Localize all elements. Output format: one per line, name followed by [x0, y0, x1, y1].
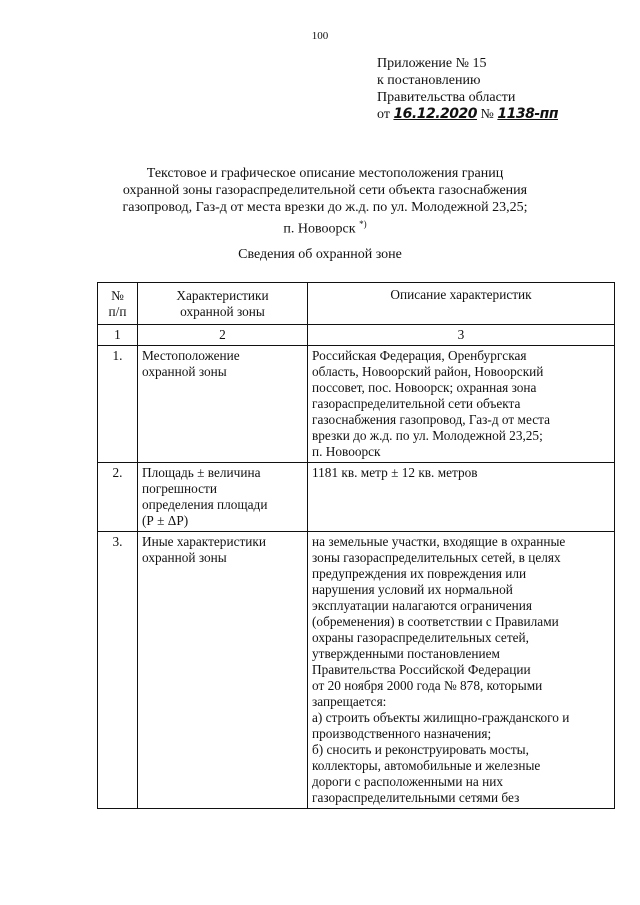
handwritten-number: 1138-пп — [497, 106, 558, 122]
text-line: газоснабжения газопровод, Газ-д от места — [312, 412, 550, 427]
column-number: 3 — [308, 325, 615, 346]
text-line: от 20 ноября 2000 года № 878, которыми — [312, 678, 543, 693]
column-number: 1 — [98, 325, 138, 346]
text-line: охранной зоны — [142, 550, 227, 565]
header-description: Описание характеристик — [308, 283, 615, 325]
table-row — [98, 532, 615, 809]
table-header-row — [98, 283, 615, 325]
text-line: (Р ± ΔР) — [142, 513, 189, 528]
text-line: запрещается: — [312, 694, 387, 709]
section-heading: Сведения об охранной зоне — [238, 247, 402, 262]
header-number — [98, 283, 138, 325]
text-line: врезки до ж.д. по ул. Молодежной 23,25; — [312, 428, 543, 443]
text-line: охраны газораспределительных сетей, — [312, 630, 529, 645]
footnote-mark: *) — [359, 219, 367, 229]
title-line-2: охранной зоны газораспределительной сети объекта газоснабжения — [122, 183, 528, 198]
text-line: Местоположение — [142, 348, 240, 363]
appendix-line-3: Правительства области — [377, 90, 516, 105]
text-line: б) сносить и реконструировать мосты, — [312, 742, 529, 757]
row-description — [308, 532, 615, 809]
text-line: (обременения) в соответствии с Правилами — [312, 614, 559, 629]
row-number: 2. — [98, 463, 138, 532]
header-number-line-2: п/п — [108, 304, 127, 319]
text-line: дороги с расположенными на них — [312, 774, 503, 789]
appendix-block — [377, 55, 558, 123]
zone-table — [97, 282, 615, 809]
header-characteristic-line-2: охранной зоны — [180, 304, 265, 319]
text-line: коллекторы, автомобильные и железные — [312, 758, 541, 773]
text-line: газораспределительными сетями без — [312, 790, 520, 805]
title-place: п. Новоорск — [283, 221, 356, 237]
text-line: охранной зоны — [142, 364, 227, 379]
text-line: на земельные участки, входящие в охранные — [312, 534, 566, 549]
row-number: 1. — [98, 346, 138, 463]
row-characteristic — [138, 346, 308, 463]
row-characteristic — [138, 532, 308, 809]
text-line: поссовет, пос. Новоорск; охранная зона — [312, 380, 537, 395]
row-number: 3. — [98, 532, 138, 809]
text-line: нарушения условий их нормальной — [312, 582, 513, 597]
appendix-line-1: Приложение № 15 — [377, 56, 487, 71]
date-prefix: от — [377, 107, 390, 122]
table-row — [98, 346, 615, 463]
text-line: 1181 кв. метр ± 12 кв. метров — [312, 465, 478, 480]
text-line: область, Новоорский район, Новоорский — [312, 364, 544, 379]
text-line: Российская Федерация, Оренбургская — [312, 348, 527, 363]
page-number: 100 — [311, 30, 329, 42]
text-line: утвержденными постановлением — [312, 646, 500, 661]
text-line: эксплуатации налагаются ограничения — [312, 598, 532, 613]
title-line-4 — [90, 216, 560, 238]
column-number-row — [98, 325, 615, 346]
row-description — [308, 463, 615, 532]
number-sign: № — [480, 107, 494, 122]
row-characteristic — [138, 463, 308, 532]
title-line-3: газопровод, Газ-д от места врезки до ж.д. по ул. Молодежной 23,25; — [122, 200, 528, 215]
text-line: п. Новоорск — [312, 444, 381, 459]
text-line: а) строить объекты жилищно-гражданского и — [312, 710, 570, 725]
text-line: Иные характеристики — [142, 534, 266, 549]
appendix-line-2: к постановлению — [377, 73, 481, 88]
text-line: газораспределительной сети объекта — [312, 396, 521, 411]
header-number-line-1: № — [111, 288, 124, 303]
text-line: зоны газораспределительных сетей, в целях — [312, 550, 561, 565]
text-line: предупреждения их повреждения или — [312, 566, 527, 581]
header-characteristic — [138, 283, 308, 325]
text-line: определения площади — [142, 497, 268, 512]
text-line: Правительства Российской Федерации — [312, 662, 531, 677]
text-line: погрешности — [142, 481, 217, 496]
text-line: Площадь ± величина — [142, 465, 261, 480]
header-characteristic-line-1: Характеристики — [176, 288, 269, 303]
column-number: 2 — [138, 325, 308, 346]
handwritten-date: 16.12.2020 — [393, 106, 478, 122]
title-line-1: Текстовое и графическое описание местоположения границ — [146, 166, 504, 181]
table-row — [98, 463, 615, 532]
appendix-date-line — [377, 106, 558, 123]
row-description — [308, 346, 615, 463]
text-line: производственного назначения; — [312, 726, 492, 741]
document-title — [90, 165, 560, 238]
